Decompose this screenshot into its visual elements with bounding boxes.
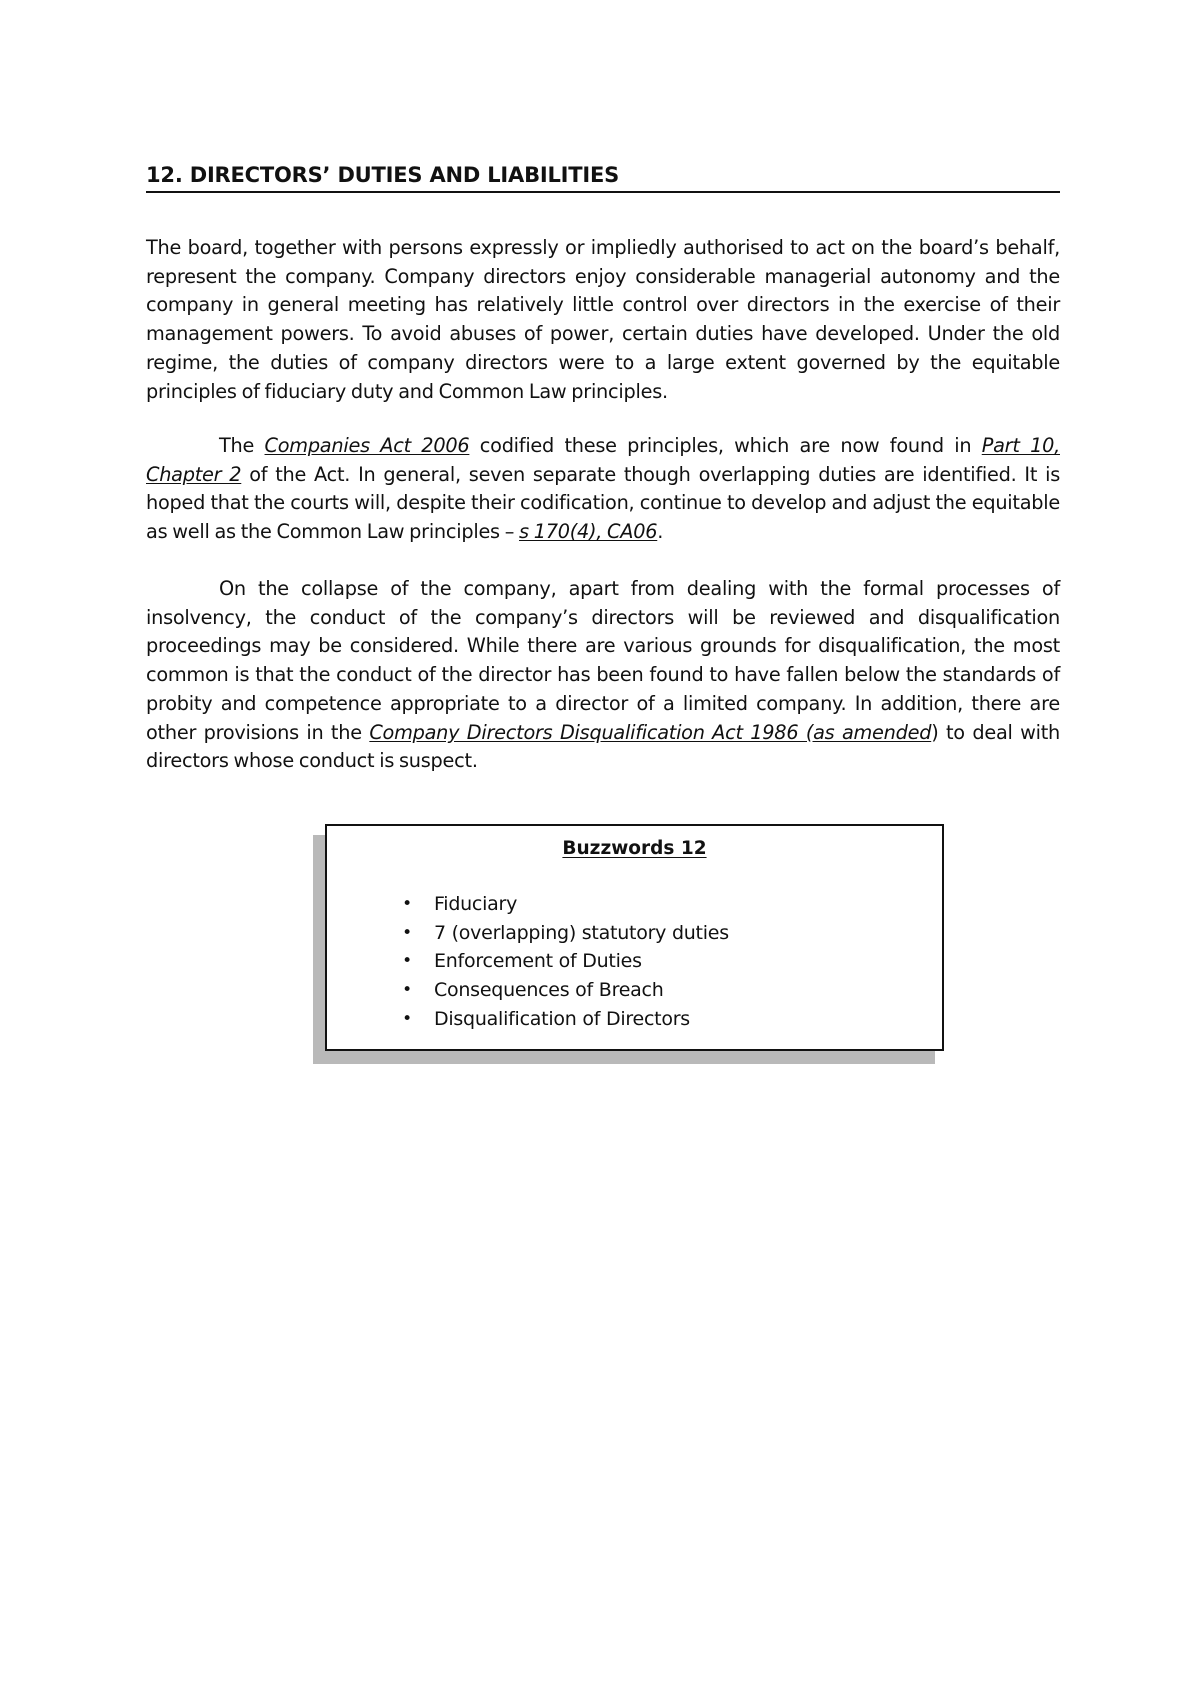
- paragraph-text: The board, together with persons expressly or impliedly authorised to act on the board’s behalf, represent the company. Company directors enjoy considerable managerial autonomy and the company in general meeting has relatively little control over directors in the exercise of their management powers. To avoid abuses of power, certain duties have developed. Under the old regime, the duties of company directors were to a large extent governed by the equitable principles of fiduciary duty and Common Law principles.: [146, 236, 1060, 403]
- section-heading: 12. DIRECTORS’ DUTIES AND LIABILITIES: [146, 163, 620, 187]
- paragraph-text: On the collapse of the company, apart from dealing with the formal processes of insolvency, the conduct of the company’s directors will be reviewed and disqualification proceedings may be considered. While there are various grounds for disqualification, the most common is that the conduct of the director has been found to have fallen below the standards of probity and competence appropriate to a director of a limited company. In addition, there are other provisions in the: [146, 577, 1060, 744]
- bullet-icon: •: [402, 951, 412, 972]
- bullet-icon: •: [402, 894, 412, 914]
- statute-reference-cdda: Company Directors Disqualification Act 1986 (as amended: [369, 720, 932, 744]
- buzzword-label: Enforcement of Duties: [434, 950, 642, 973]
- buzzword-label: Disqualification of Directors: [434, 1007, 690, 1030]
- buzzword-item: [327, 976, 942, 1005]
- statute-reference-part-chapter: Part 10, Chapter 2: [146, 434, 1060, 486]
- buzzwords-box: [325, 824, 944, 1051]
- paragraph-text: ) to deal with directors whose conduct is suspect.: [146, 720, 1061, 773]
- buzzword-label: Fiduciary: [434, 893, 518, 915]
- paragraph-text: .: [657, 520, 664, 544]
- paragraph-disqualification: [146, 575, 1060, 776]
- buzzword-label: 7 (overlapping) statutory duties: [434, 921, 729, 944]
- buzzword-item: [327, 947, 942, 976]
- paragraph-companies-act: [146, 432, 1060, 547]
- paragraph-text: The: [219, 434, 265, 457]
- buzzword-item: [327, 890, 942, 919]
- heading-underline-rule: [146, 191, 1060, 193]
- bullet-icon: •: [402, 922, 412, 943]
- buzzword-item: [327, 919, 942, 948]
- statute-reference-companies-act: Companies Act 2006: [264, 434, 470, 457]
- paragraph-text: of the Act. In general, seven separate though overlapping duties are identified. It is hoped that the courts will, despite their codification, continue to develop and adjust the equitable as well as the Common Law principles –: [146, 462, 1060, 544]
- buzzword-label: Consequences of Breach: [434, 979, 664, 1002]
- buzzwords-list: [327, 890, 942, 1033]
- paragraph-text: codified these principles, which are now found in: [469, 434, 982, 457]
- buzzword-item: [327, 1005, 942, 1034]
- paragraph-board-duties: [146, 234, 1060, 406]
- statute-reference-section: s 170(4), CA06: [519, 520, 658, 544]
- bullet-icon: •: [402, 1008, 412, 1029]
- bullet-icon: •: [402, 980, 412, 1001]
- buzzwords-title: Buzzwords 12: [562, 838, 707, 859]
